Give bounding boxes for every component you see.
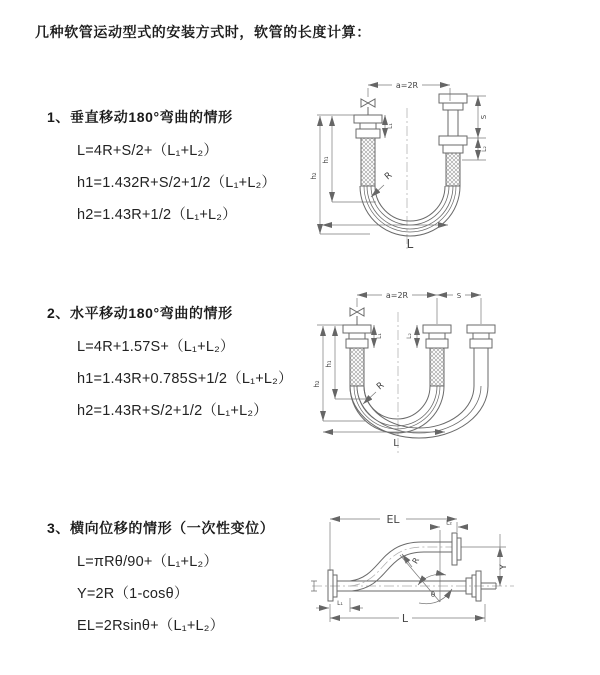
dim-label-l1: L₁ [337, 600, 343, 607]
section-lateral-displacement [47, 518, 322, 646]
page-title: 几种软管运动型式的安装方式时，软管的长度计算： [35, 24, 371, 40]
dim-label-y: Y [499, 564, 509, 570]
right-flange [467, 325, 495, 333]
left-flange [328, 570, 333, 601]
radius-label: R [410, 556, 422, 566]
left-flange [343, 325, 371, 333]
dim-label-span: a=2R [385, 291, 409, 300]
section-horizontal-180 [47, 303, 322, 431]
radius-label: R [375, 380, 387, 393]
braided-hose [361, 138, 375, 186]
formula-line: Y=2R（1-cosθ） [77, 586, 189, 602]
length-label: L [406, 237, 414, 251]
dim-label-h2: h₂ [310, 172, 318, 180]
dim-label-h2: h₂ [313, 380, 321, 388]
dimension-lines [317, 85, 486, 234]
middle-flange [423, 325, 451, 333]
section-2-heading: 2、水平移动180°弯曲的情形 [47, 305, 233, 321]
formula-line: L=4R+S/2+（L₁+L₂） [77, 143, 219, 159]
dim-label-l1: L₁ [376, 333, 383, 339]
dim-label-l2: L₂ [406, 333, 413, 339]
braided-hose [430, 348, 444, 386]
length-label: L [393, 438, 399, 449]
length-label: L [401, 612, 409, 625]
dim-label-l2: L₂ [446, 519, 452, 527]
valve-icon [361, 99, 375, 115]
hose-displaced-top [350, 542, 452, 581]
dim-label-h1: h₁ [325, 360, 333, 368]
dim-label-l1: L₁ [387, 123, 394, 129]
section-vertical-180 [47, 107, 322, 235]
braided-hose [446, 153, 460, 186]
right-upper-flange [439, 94, 467, 103]
formula-line: h1=1.43R+0.785S+1/2（L₁+L₂） [77, 371, 293, 387]
braided-hose [350, 348, 364, 386]
hose-assembly [343, 325, 495, 438]
radius-label: R [383, 170, 395, 183]
formula-line: h2=1.43R+1/2（L₁+L₂） [77, 207, 237, 223]
hose-assembly [354, 94, 467, 236]
dim-label-span: a=2R [395, 81, 419, 90]
dim-label-el: EL [386, 513, 400, 526]
vertical-180-bend-diagram [310, 72, 600, 257]
horizontal-180-bend-diagram [310, 282, 600, 462]
dim-label-s: S [480, 114, 488, 120]
lateral-displacement-diagram [300, 505, 600, 645]
section-1-heading: 1、垂直移动180°弯曲的情形 [47, 109, 233, 125]
section-3-heading: 3、横向位移的情形（一次性变位） [47, 520, 275, 536]
left-flange [354, 115, 382, 123]
angle-label: θ [430, 591, 436, 599]
dim-label-h1: h₁ [322, 156, 330, 164]
formula-line: h1=1.432R+S/2+1/2（L₁+L₂） [77, 175, 277, 191]
dim-label-l2: L₂ [481, 146, 488, 152]
formula-line: EL=2Rsinθ+（L₁+L₂） [77, 618, 225, 634]
upper-right-flange [452, 533, 457, 565]
dim-label-s: S [456, 292, 462, 300]
valve-icon [350, 308, 364, 325]
formula-line: L=4R+1.57S+（L₁+L₂） [77, 339, 235, 355]
dimension-lines [317, 295, 481, 432]
formula-line: L=πRθ/90+（L₁+L₂） [77, 554, 219, 570]
formula-line: h2=1.43R+S/2+1/2（L₁+L₂） [77, 403, 268, 419]
right-lower-flange [439, 136, 467, 145]
hose-assembly [311, 533, 496, 601]
